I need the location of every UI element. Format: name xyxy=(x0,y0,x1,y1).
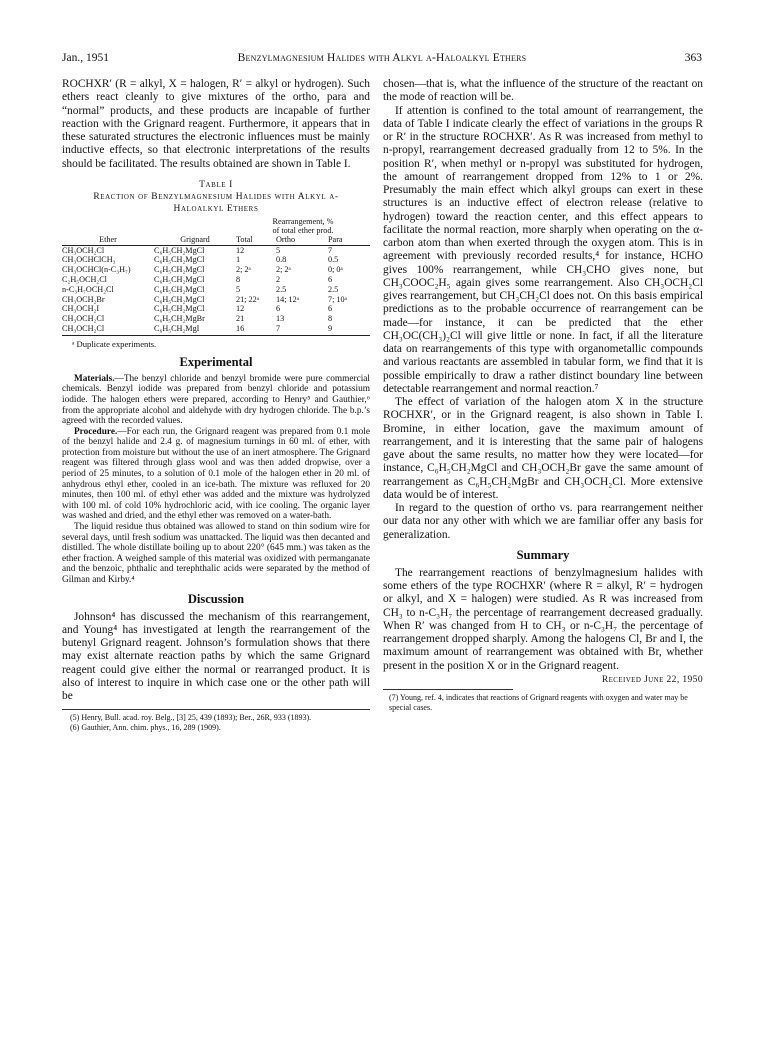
col-grignard: Grignard xyxy=(154,235,236,245)
experimental-section xyxy=(62,374,370,586)
cell-ether: CH₃OCHClCH₃ xyxy=(62,255,116,265)
materials-paragraph xyxy=(62,374,370,427)
cell-total: 12 xyxy=(236,304,245,314)
cell-para: 0; 0ᵃ xyxy=(328,265,343,275)
footnote-6: (6) Gauthier, Ann. chim. phys., 16, 289 (1909). xyxy=(70,723,221,733)
cell-grignard: C₆H₅CH₂MgCl xyxy=(154,265,205,275)
cell-para: 6 xyxy=(328,274,333,284)
procedure-text: —For each run, the Grignard reagent was prepared from 0.1 mole of the benzyl halide and 2.4 g. of magnesium turnings in 60 ml. of ether, with protection from moisture but without the use of an inert atmosphere. The Grignard reagent was filtered through glass wool and was then added dropwise, over a period of 25 minutes, to a solution of 0.1 mole of the halogen ether in 20 ml. of anhydrous ethyl ether, cooled in an ice-bath. The mixture was refluxed for 20 minutes, then 100 ml. of ethyl ether was added and the mixture was hydrolyzed with 100 ml. of cold 10% hydrochloric acid, with ice cooling. The organic layer was washed and dried, and the ethyl ether was removed on a water-bath. xyxy=(62,426,370,522)
cell-ether: CH₃OCH₂I xyxy=(62,304,100,314)
cell-ortho: 5 xyxy=(276,245,281,255)
group-header-label: Rearrangement, % xyxy=(272,216,334,226)
cell-grignard: C₆H₅CH₂MgBr xyxy=(154,314,205,324)
cell-para: 2.5 xyxy=(328,284,339,294)
cell-grignard: C₆H₅CH₂MgCl xyxy=(154,304,205,314)
footnote-7: (7) Young, ref. 4, indicates that reactions of Grignard reagents with oxygen and water may be special cases. xyxy=(389,692,688,712)
cell-grignard: C₆H₅CH₂MgCl xyxy=(154,294,205,304)
rearrangement-table xyxy=(62,217,370,336)
summary-paragraph: The rearrangement reactions of benzylmagnesium halides with some ethers of the type ROCHXR′ (where R = alkyl, R′ = hydrogen or alkyl, and X = halogen) were studied. As R was increased from CH₃ to n-C₃H₇ the percentage of rearrangement decreased gradually. When R′ was changed from H to CH₃ or n-C₃H₇ the percentage of rearrangement dropped sharply. Among the halogens Cl, Br and I, the maximum amount of rearrangement was obtained with Br, whether present in the position X or in the Grignard reagent. xyxy=(383,566,703,672)
cell-ether: C₂H₅OCH₂Cl xyxy=(62,274,107,284)
procedure-paragraph xyxy=(62,427,370,522)
cell-para: 0.5 xyxy=(328,255,339,265)
cell-grignard: C₆H₅CH₂MgCl xyxy=(154,245,205,255)
group-header-cell xyxy=(236,217,370,235)
cell-ortho: 6 xyxy=(276,304,281,314)
right-column xyxy=(383,78,703,713)
cell-total: 5 xyxy=(236,284,241,294)
left-column xyxy=(62,78,370,733)
cell-para: 7 xyxy=(328,245,333,255)
cell-ortho: 14; 12ᵃ xyxy=(276,294,299,304)
header-date: Jan., 1951 xyxy=(62,52,109,64)
running-header xyxy=(62,52,702,68)
cell-total: 1 xyxy=(236,255,241,265)
cell-ortho: 2 xyxy=(276,274,281,284)
cell-ortho: 2; 2ᵃ xyxy=(276,265,291,275)
table-row xyxy=(62,314,370,324)
cell-total: 2; 2ᵃ xyxy=(236,265,251,275)
materials-text: —The benzyl chloride and benzyl bromide were pure commercial chemicals. Benzyl iodide was prepared from benzyl chloride and potassium iodide. The halogen ethers were prepared, according to Henry⁵ and Gauthier,⁶ from the appropriate alcohol and aldehyde with dry hydrogen chloride. The b.p.’s agreed with the recorded values. xyxy=(62,373,370,427)
table-title-line2: Haloalkyl Ethers xyxy=(173,203,259,214)
cell-ether: CH₃OCH₂Cl xyxy=(62,314,105,324)
cell-ether: CH₃OCH₂Cl xyxy=(62,245,105,255)
materials-runin: Materials. xyxy=(74,373,115,384)
cell-grignard: C₆H₅CH₂MgCl xyxy=(154,284,205,294)
discussion-paragraph: Johnson⁴ has discussed the mechanism of this rearrangement, and Young⁴ has investigated at length the rearrangement of the butenyl Grignard reagent. Johnson’s formulation shows that there may exist alternate reaction paths by which the same Grignard reagent could give either the normal or rearranged product. It is also of interest to inquire in which case one or the other path will be xyxy=(62,610,370,703)
footnote-5: (5) Henry, Bull. acad. roy. Belg., [3] 25, 439 (1893); Ber., 26R, 933 (1893). xyxy=(70,713,312,723)
received-date: Received June 22, 1950 xyxy=(601,674,703,685)
table-group-header xyxy=(62,217,370,235)
experimental-heading: Experimental xyxy=(179,354,253,369)
group-header-sublabel: of total ether prod. xyxy=(272,225,334,235)
right-paragraph-1: chosen—that is, what the influence of the structure of the reactant on the mode of reaction will be. xyxy=(383,78,703,104)
cell-para: 8 xyxy=(328,314,333,324)
cell-grignard: C₆H₅CH₂MgCl xyxy=(154,274,205,284)
cell-para: 7; 10ᵃ xyxy=(328,294,347,304)
right-paragraph-4: In regard to the question of ortho vs. para rearrangement neither our data nor any other with which we are familiar offer any basis for generalization. xyxy=(383,502,703,541)
table-caption xyxy=(62,179,370,215)
cell-ether: CH₃OCHCl(n-C₃H₇) xyxy=(62,265,131,275)
table-row xyxy=(62,275,370,285)
table-title-line1: Reaction of Benzylmagnesium Halides with Alkyl α- xyxy=(93,191,339,202)
cell-ether: CH₃OCH₂Cl xyxy=(62,324,154,335)
col-ether: Ether xyxy=(62,235,154,245)
cell-ortho: 13 xyxy=(276,314,285,324)
table-footnote: ᵃ Duplicate experiments. xyxy=(72,338,157,349)
table-column-header xyxy=(62,235,370,245)
page-number: 363 xyxy=(684,52,702,64)
cell-ether: n-C₃H₇OCH₂Cl xyxy=(62,284,114,294)
table-row xyxy=(62,295,370,305)
procedure-runin: Procedure. xyxy=(74,426,118,437)
cell-para: 6 xyxy=(328,304,333,314)
table-row xyxy=(62,255,370,265)
cell-total: 12 xyxy=(236,245,245,255)
table-row xyxy=(62,324,370,335)
table-row xyxy=(62,245,370,255)
intro-paragraph: ROCHXR′ (R = alkyl, X = halogen, R′ = alkyl or hydrogen). Such ethers react cleanly to give mixtures of the ortho, para and “normal” products, and these products are incapable of further reaction with the Grignard reagent. Furthermore, it appears that in these saturated structures the electronic influences must be mainly inductive effects, so that electronic interpretations of the results should be facilitated. The results obtained are shown in Table I. xyxy=(62,78,370,170)
workup-paragraph: The liquid residue thus obtained was allowed to stand on thin sodium wire for several days, until fresh sodium was unattacked. The liquid was then decanted and distilled. The whole distillate boiling up to about 220° (645 mm.) was taken as the ether fraction. A weighed sample of this material was oxidized with permanganate and the benzoic, phthalic and terephthalic acids were separated by the method of Gilman and Kirby.⁴ xyxy=(62,522,370,585)
cell-ortho: 0.8 xyxy=(276,255,287,265)
cell-total: 16 xyxy=(236,324,276,335)
col-para: Para xyxy=(328,235,370,245)
col-ortho: Ortho xyxy=(276,235,328,245)
discussion-heading: Discussion xyxy=(187,591,245,606)
cell-ortho: 7 xyxy=(276,324,328,335)
summary-heading: Summary xyxy=(516,547,570,562)
header-title: Benzylmagnesium Halides with Alkyl α-Haloalkyl Ethers xyxy=(237,52,527,64)
table-label: Table I xyxy=(199,179,233,190)
cell-ether: CH₃OCH₂Br xyxy=(62,294,105,304)
table-row xyxy=(62,265,370,275)
cell-total: 21 xyxy=(236,314,245,324)
cell-total: 21; 22ᵃ xyxy=(236,294,259,304)
table-body xyxy=(62,245,370,335)
right-paragraph-3: The effect of variation of the halogen atom X in the structure ROCHXR′, or in the Grignard reagent, is also shown in Table I. Bromine, in either location, gave the maximum amount of rearrangement, and it is interesting that the same pair of halogens gave about the same results, no matter how they were located—for instance, C₆H₅CH₂MgCl and CH₃OCH₂Br gave the same amount of rearrangement as C₆H₅CH₂MgBr and CH₃OCH₂Cl. More extensive data would be of interest. xyxy=(383,396,703,501)
right-paragraph-2: If attention is confined to the total amount of rearrangement, the data of Table I indicate clearly the effect of variations in the groups R or R′ in the structure ROCHXR′. As R was increased from methyl to n-propyl, rearrangement decreased gradually from 12 to 5%. In the position R′, when methyl or n-propyl was substituted for hydrogen, the amount of rearrangement dropped from 12% to 1 or 2%. Presumably the main effect which alkyl groups can exert in these structures is an inductive effect of electron release (relative to hydrogen) toward the reaction center, and this effect appears to facilitate the normal reaction, more sharply when operating on the α-carbon atom than when exerted through the oxygen atom. This is in agreement with previously recorded results,⁴ for instance, HCHO gives 100% rearrangement, while CH₃CHO gives none, but CH₃COOC₂H₅ again gives some rearrangement. Also CH₃OCH₂Cl gives rearrangement, but CH₃CH₂Cl does not. On this basis empirical predictions as to the probable occurrence of rearrangement can be made—for instance, it can be predicted that the ether CH₃OC(CH₃)₂Cl will give little or none. In fact, if all the literature data on rearrangements of this type with organometallic compounds and various reactants are assembled in tabular form, we find that it is possible empirically to draw a rather distinct boundary line between detectable rearrangement and normal reaction.⁷ xyxy=(383,104,703,395)
col-total: Total xyxy=(236,235,276,245)
cell-ortho: 2.5 xyxy=(276,284,287,294)
cell-grignard: C₆H₅CH₂MgI xyxy=(154,324,236,335)
table-row xyxy=(62,285,370,295)
footnotes-left xyxy=(62,709,370,733)
cell-para: 9 xyxy=(328,324,370,335)
cell-grignard: C₆H₅CH₂MgCl xyxy=(154,255,205,265)
cell-total: 8 xyxy=(236,274,241,284)
table-row xyxy=(62,304,370,314)
